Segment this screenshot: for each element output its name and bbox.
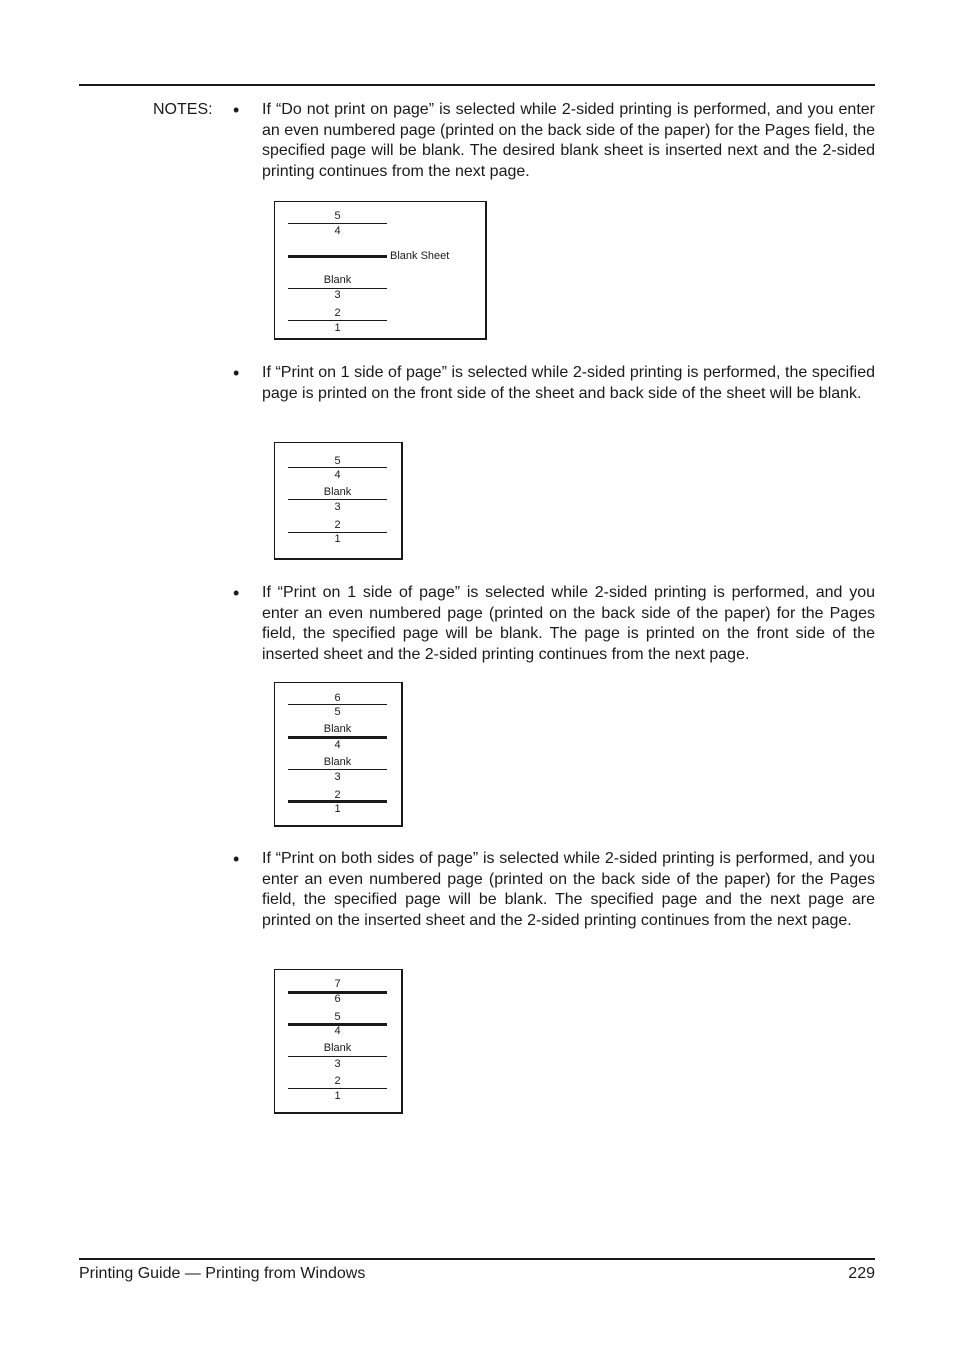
page-label: 2 (334, 1075, 341, 1087)
bullet: • (233, 849, 240, 869)
page-label: 3 (334, 1058, 341, 1070)
page-label: 4 (334, 1025, 341, 1037)
page-label: Blank (323, 756, 352, 768)
page-label: 6 (334, 993, 341, 1005)
note-paragraph: If “Print on 1 side of page” is selected while 2-sided printing is performed, the specified page is printed on the front side of the sheet and back side of the sheet will be blank. (262, 364, 875, 402)
sheet-divider (288, 704, 387, 705)
page-label: 5 (334, 210, 341, 222)
page-stack-diagram (274, 442, 403, 560)
sheet-divider (288, 1056, 387, 1057)
page-label: 5 (334, 706, 341, 718)
page-label: 2 (334, 519, 341, 531)
sheet-divider (288, 499, 387, 500)
page-label: 3 (334, 501, 341, 513)
page-label: Blank (323, 274, 352, 286)
page-label: Blank (323, 723, 352, 735)
bullet: • (233, 363, 240, 383)
page-label: 7 (334, 978, 341, 990)
page-label: 1 (334, 322, 341, 334)
blank-sheet-label: Blank Sheet (390, 250, 450, 262)
sheet-divider (288, 1088, 387, 1089)
footer-rule (79, 1258, 875, 1260)
page-label: 5 (334, 455, 341, 467)
page-label: 3 (334, 289, 341, 301)
page-label: 6 (334, 692, 341, 704)
page-label: 4 (334, 225, 341, 237)
sheet-divider (288, 223, 387, 224)
sheet-divider (288, 320, 387, 321)
page-label: 5 (334, 1011, 341, 1023)
sheet-divider (288, 769, 387, 770)
bullet: • (233, 583, 240, 603)
page-label: 2 (334, 307, 341, 319)
notes-label: NOTES: (153, 101, 213, 118)
page-label: 4 (334, 739, 341, 751)
page-label: Blank (323, 1042, 352, 1054)
page-label: 1 (334, 533, 341, 545)
page-label: Blank (323, 486, 352, 498)
page-number: 229 (848, 1265, 875, 1282)
sheet-divider (288, 467, 387, 468)
page-label: 1 (334, 803, 341, 815)
header-rule (79, 84, 875, 86)
page-label: 4 (334, 469, 341, 481)
page-stack-diagram (274, 969, 403, 1114)
footer-title: Printing Guide — Printing from Windows (79, 1265, 366, 1282)
blank-sheet-divider (288, 255, 387, 258)
page-label: 1 (334, 1090, 341, 1102)
note-paragraph: If “Print on both sides of page” is selected while 2-sided printing is performed, and you enter an even numbered page (printed on the back side of the paper) for the Pages field, the specified page will be blank. The specified page and the next page are printed on the inserted sheet and the 2-sided printing continues from the next page. (262, 850, 875, 929)
page-stack-diagram (274, 682, 403, 827)
page-label: 3 (334, 771, 341, 783)
page-label: 2 (334, 789, 341, 801)
note-paragraph: If “Do not print on page” is selected while 2-sided printing is performed, and you enter an even numbered page (printed on the back side of the paper) for the Pages field, the specified page will be blank. The desired blank sheet is inserted next and the 2-sided printing continues from the next page. (262, 101, 875, 180)
page-stack-diagram (274, 201, 487, 340)
note-paragraph: If “Print on 1 side of page” is selected while 2-sided printing is performed, and you enter an even numbered page (printed on the back side of the paper) for the Pages field, the specified page will be blank. The page is printed on the front side of the inserted sheet and the 2-sided printing continues from the next page. (262, 584, 875, 663)
bullet: • (233, 100, 240, 120)
